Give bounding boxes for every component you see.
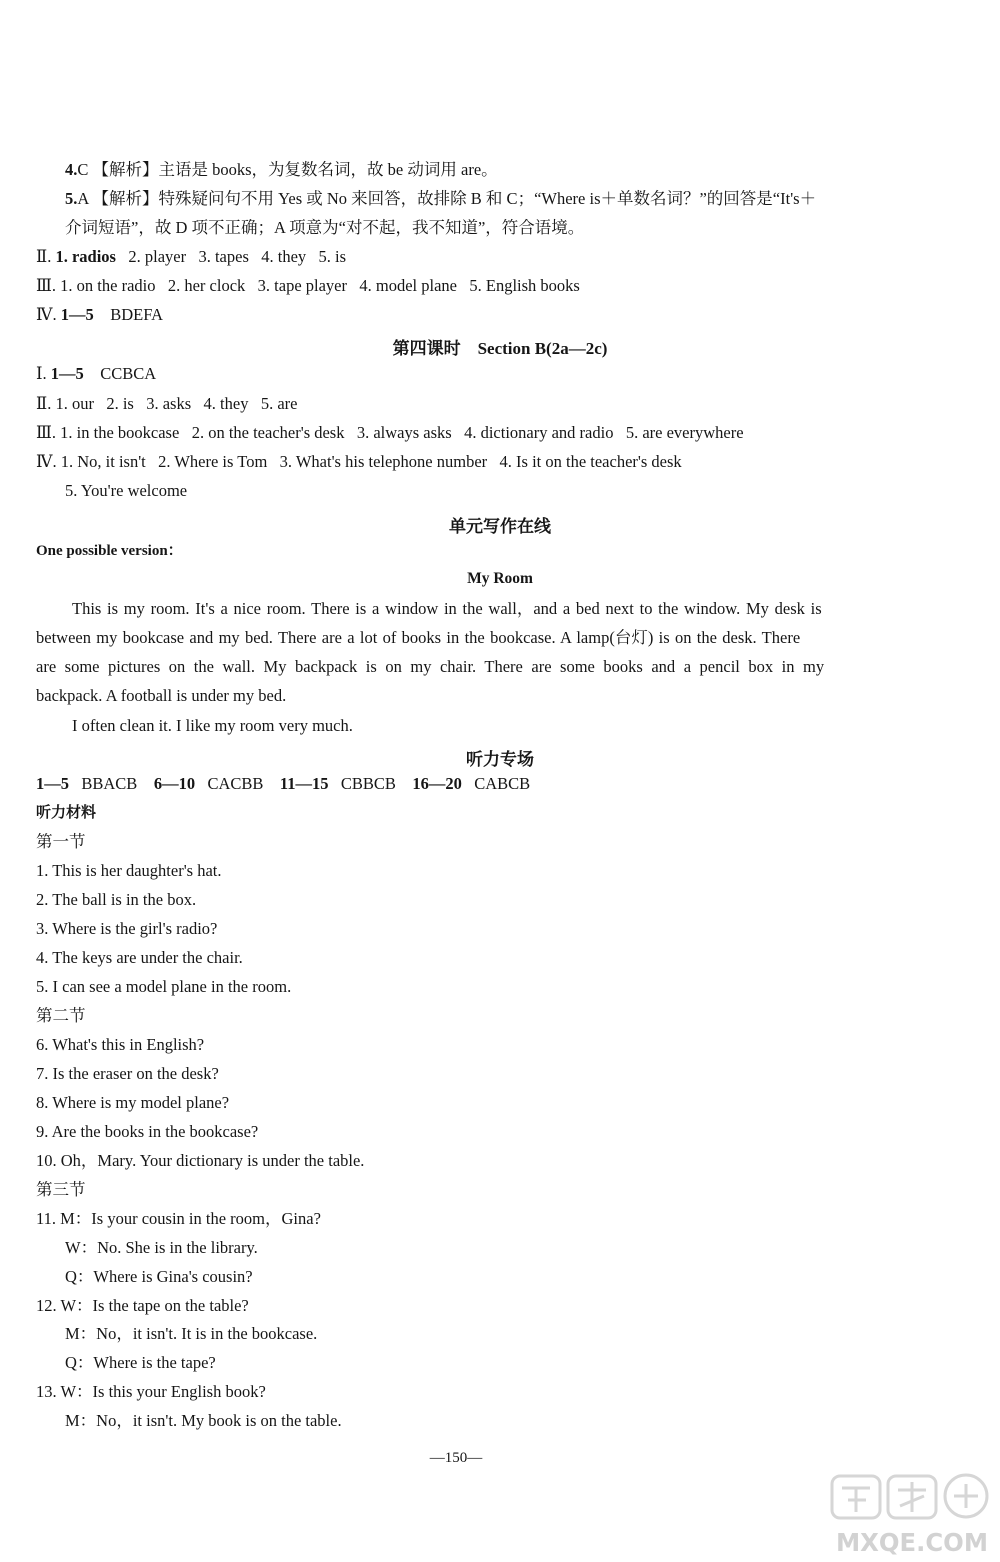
answer-row-ii-b: Ⅱ. 1. our 2. is 3. asks 4. they 5. are bbox=[36, 394, 298, 413]
answer-row-ii: Ⅱ. 1. radios 2. player 3. tapes 4. they 5. is bbox=[36, 247, 347, 266]
answer-row-iv-b: Ⅳ. 1. No, it isn't 2. Where is Tom 3. What's his telephone number 4. Is it on the teacher's desk bbox=[36, 452, 682, 471]
listening-line: 1. This is her daughter's hat. bbox=[36, 861, 222, 880]
listening-material-label: 听力材料 bbox=[36, 805, 97, 821]
answer-row-iv-b-cont: 5. You're welcome bbox=[65, 481, 188, 500]
listening-line: W：No. She is in the library. bbox=[65, 1238, 258, 1257]
essay-title: My Room bbox=[467, 570, 533, 587]
listening-line: 11. M：Is your cousin in the room，Gina? bbox=[36, 1209, 321, 1228]
essay-line: I often clean it. I like my room very much. bbox=[72, 716, 353, 735]
part-label: 第三节 bbox=[36, 1180, 86, 1199]
answer-row-i: Ⅰ. 1—5 CCBCA bbox=[36, 364, 157, 383]
listening-line: 9. Are the books in the bookcase? bbox=[36, 1122, 259, 1141]
listening-answers: 1—5 BBACB 6—10 CACBB 11—15 CBBCB 16—20 CABCB bbox=[36, 774, 531, 793]
page-number: —150— bbox=[429, 1450, 483, 1466]
listening-line: Q：Where is Gina's cousin? bbox=[65, 1267, 253, 1286]
essay-line: backpack. A football is under my bed. bbox=[36, 686, 287, 705]
part-label: 第二节 bbox=[36, 1006, 86, 1025]
listening-line: 10. Oh，Mary. Your dictionary is under the table. bbox=[36, 1151, 365, 1170]
listening-line: Q：Where is the tape? bbox=[65, 1353, 216, 1372]
listening-line: 4. The keys are under the chair. bbox=[36, 948, 243, 967]
answer-line-4: 4.C 【解析】主语是 books，为复数名词，故 be 动词用 are。 bbox=[65, 160, 498, 179]
listening-line: 7. Is the eraser on the desk? bbox=[36, 1064, 219, 1083]
listening-line: 12. W：Is the tape on the table? bbox=[36, 1296, 249, 1315]
section-heading-writing: 单元写作在线 bbox=[449, 517, 551, 536]
listening-line: M：No，it isn't. My book is on the table. bbox=[65, 1411, 342, 1430]
listening-line: 8. Where is my model plane? bbox=[36, 1093, 230, 1112]
listening-line: M：No，it isn't. It is in the bookcase. bbox=[65, 1324, 318, 1343]
answer-row-iv: Ⅳ. 1—5 BDEFA bbox=[36, 305, 164, 324]
answer-line-5-cont: 介词短语”，故 D 项不正确；A 项意为“对不起，我不知道”，符合语境。 bbox=[65, 218, 585, 237]
listening-line: 13. W：Is this your English book? bbox=[36, 1382, 266, 1401]
possible-version-label: One possible version： bbox=[36, 543, 183, 559]
section-heading-lesson4: 第四课时 Section B(2a—2c) bbox=[392, 339, 608, 358]
listening-line: 3. Where is the girl's radio? bbox=[36, 919, 218, 938]
essay-line: This is my room. It's a nice room. There is a window in the wall，and a bed next to the window. My desk is bbox=[72, 599, 822, 618]
section-heading-listening: 听力专场 bbox=[466, 750, 534, 769]
svg-text:MXQE.COM: MXQE.COM bbox=[836, 1528, 988, 1557]
listening-line: 2. The ball is in the box. bbox=[36, 890, 197, 909]
listening-line: 6. What's this in English? bbox=[36, 1035, 205, 1054]
listening-line: 5. I can see a model plane in the room. bbox=[36, 977, 292, 996]
essay-line: are some pictures on the wall. My backpack is on my chair. There are some books and a pencil box in my bbox=[36, 657, 825, 676]
answer-row-iii: Ⅲ. 1. on the radio 2. her clock 3. tape player 4. model plane 5. English books bbox=[36, 276, 580, 295]
essay-line: between my bookcase and my bed. There are a lot of books in the bookcase. A lamp(台灯) is on the desk. There bbox=[36, 628, 801, 647]
answer-row-iii-b: Ⅲ. 1. in the bookcase 2. on the teacher's desk 3. always asks 4. dictionary and radio 5. are everywhere bbox=[36, 423, 744, 442]
answer-line-5: 5.A 【解析】特殊疑问句不用 Yes 或 No 来回答，故排除 B 和 C；“Where is＋单数名词？”的回答是“It's＋ bbox=[65, 189, 817, 208]
part-label: 第一节 bbox=[36, 832, 86, 851]
